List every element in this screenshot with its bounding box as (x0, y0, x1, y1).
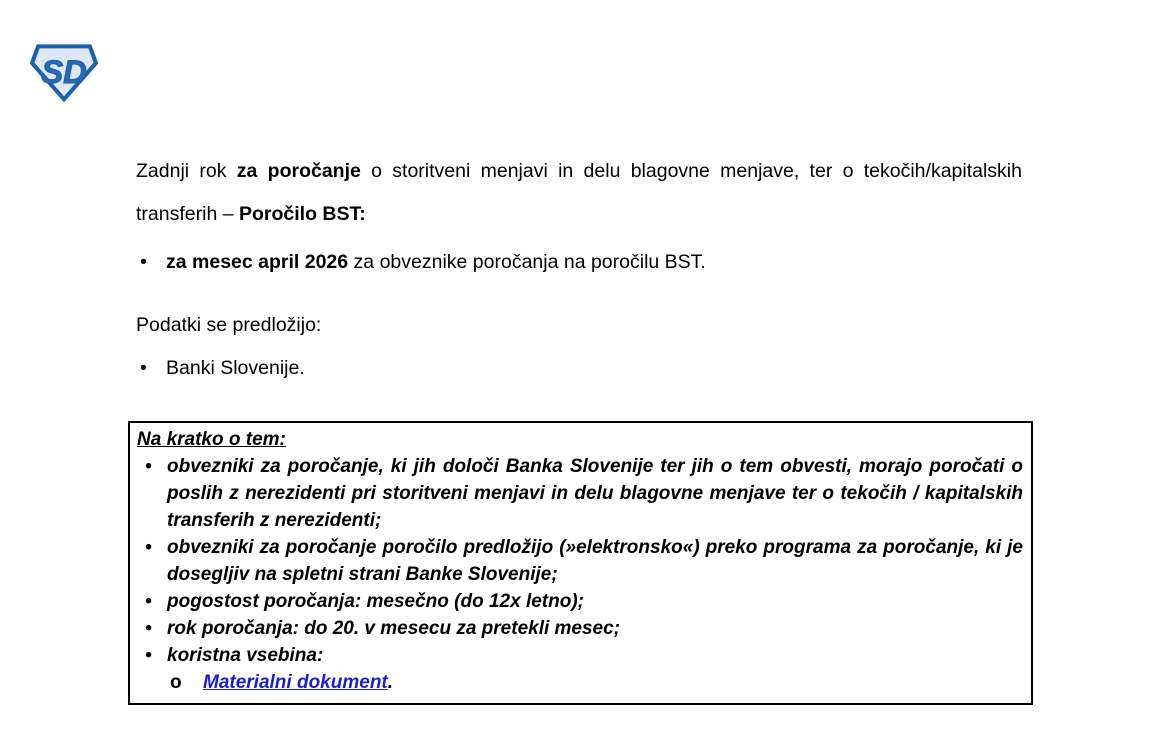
deadline-bold: za mesec april 2026 (166, 251, 349, 273)
info-box-item (137, 534, 1023, 588)
bullet-icon: • (145, 591, 152, 612)
deadline-bullet-item (140, 251, 1030, 274)
sd-logo (30, 43, 98, 102)
info-box-item (137, 588, 1023, 615)
info-box (128, 421, 1033, 705)
bullet-icon: • (140, 251, 147, 273)
info-box-subitem (137, 669, 1023, 696)
info-box-item (137, 453, 1023, 534)
logo-letters: SD (41, 54, 87, 91)
intro-text-2: o storitveni menjavi in delu blagovne menjave, ter o tekočih/kapitalskih transferih – (136, 160, 1022, 225)
materialni-dokument-link[interactable]: Materialni dokument (203, 672, 388, 693)
info-box-item-text: obvezniki za poročanje poročilo predložijo (»elektronsko«) preko programa za poročanje, ki je dosegljiv na spletni strani Banke Slovenije; (167, 537, 1023, 585)
subitem-text (203, 669, 393, 696)
info-box-item-text: obvezniki za poročanje, ki jih določi Banka Slovenije ter jih o tem obvesti, morajo poročati o poslih z nerezidenti pri storitveni menjavi in delu blagovne menjave ter o tekočih / kapitalskih transferih z nerezidenti; (167, 456, 1023, 531)
submit-bullet-text: Banki Slovenije. (166, 357, 305, 379)
bullet-icon: • (140, 357, 147, 379)
info-box-item-text: koristna vsebina: (167, 645, 324, 666)
info-box-item-text: rok poročanja: do 20. v mesecu za pretekli mesec; (167, 618, 621, 639)
submit-bullet-item (140, 357, 740, 380)
info-box-item-text: pogostost poročanja: mesečno (do 12x letno); (167, 591, 584, 612)
info-box-heading-text: Na kratko o tem: (137, 429, 286, 450)
intro-paragraph (136, 150, 1022, 236)
intro-text-1: Zadnji rok (136, 160, 237, 182)
sd-shield-icon (30, 43, 98, 102)
intro-bold-2: Poročilo BST: (238, 203, 366, 225)
deadline-text (166, 251, 706, 274)
info-box-item (137, 642, 1023, 669)
intro-bold-1: za poročanje (236, 160, 361, 182)
submit-heading: Podatki se predložijo: (136, 314, 322, 336)
bullet-icon: • (145, 537, 152, 558)
info-box-heading (137, 426, 1023, 453)
info-box-item (137, 615, 1023, 642)
bullet-icon: • (145, 618, 152, 639)
bullet-icon: • (145, 645, 152, 666)
circle-bullet-icon: o (170, 672, 182, 693)
deadline-rest: za obveznike poročanja na poročilu BST. (348, 251, 706, 273)
bullet-icon: • (145, 456, 152, 477)
link-suffix: . (387, 672, 394, 693)
